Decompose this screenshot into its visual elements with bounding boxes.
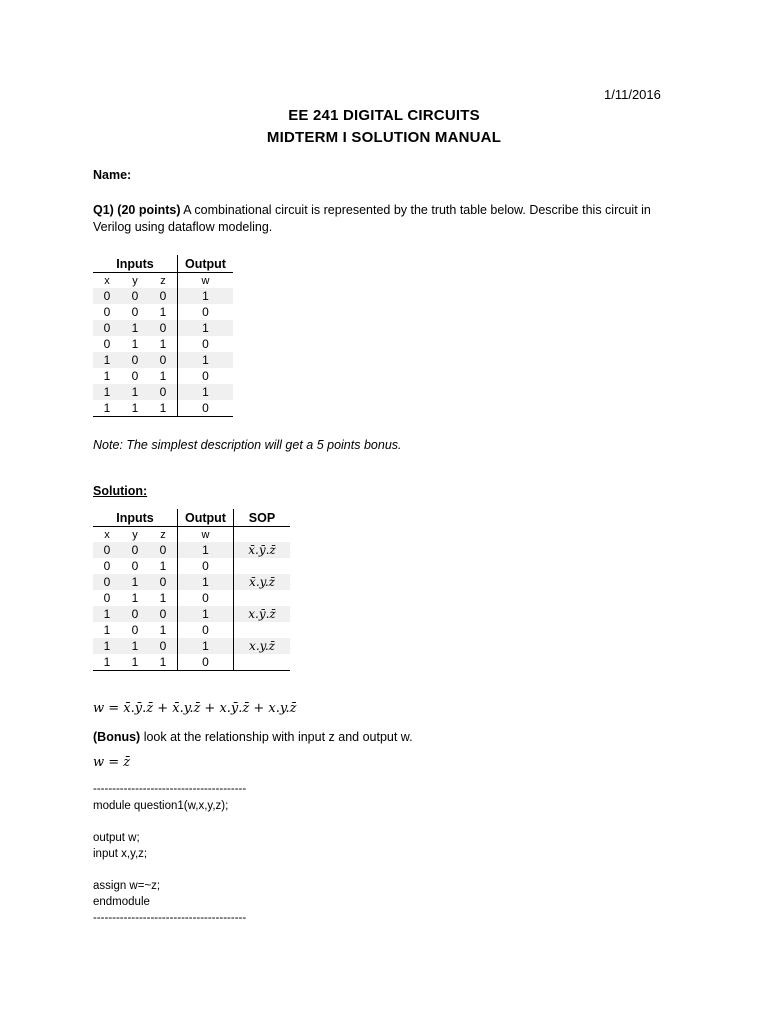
code-output-line: output w;: [93, 832, 140, 844]
bonus-label: (Bonus): [93, 730, 141, 744]
code-separator-top: ----------------------------------------: [93, 783, 247, 795]
input-cell: 1: [93, 384, 121, 400]
code-separator-bottom: ----------------------------------------: [93, 912, 247, 924]
input-cell: 0: [149, 638, 178, 654]
table-row: [93, 542, 290, 558]
col-header-y: y: [121, 527, 149, 543]
table-row: [93, 336, 233, 352]
output-cell: 1: [178, 352, 234, 368]
table-row: [93, 288, 233, 304]
input-cell: 1: [159, 337, 167, 351]
input-cell: 0: [93, 288, 121, 304]
input-cell: 0: [131, 559, 139, 573]
output-cell: 1: [178, 574, 234, 590]
input-cell: 1: [159, 591, 167, 605]
col-header-x: x: [93, 273, 121, 289]
output-cell: 0: [178, 558, 234, 574]
code-end-line: endmodule: [93, 896, 150, 908]
col-header-sop-blank: [234, 527, 291, 543]
input-cell: 0: [149, 574, 178, 590]
output-cell: 1: [178, 320, 234, 336]
table-row: [93, 352, 233, 368]
input-cell: 0: [121, 542, 149, 558]
table-row: [93, 368, 233, 384]
input-cell: 1: [131, 337, 139, 351]
sop-equation: w = x̄.ȳ.z̄ + x̄.y.z̄ + x.ȳ.z̄ + x.y.z̄: [93, 701, 297, 716]
output-cell: 1: [178, 638, 234, 654]
input-cell: 0: [149, 320, 178, 336]
sop-cell: [234, 622, 291, 638]
input-cell: 1: [93, 606, 121, 622]
input-cell: 1: [159, 369, 167, 383]
col-header-w: w: [178, 273, 234, 289]
note: Note: The simplest description will get a 5 points bonus.: [93, 438, 402, 452]
table-row: [93, 320, 233, 336]
sop-cell: [234, 590, 291, 606]
name-label: Name:: [93, 168, 132, 182]
inputs-header: Inputs: [116, 256, 154, 271]
code-input-line: input x,y,z;: [93, 848, 148, 860]
document-title: MIDTERM I SOLUTION MANUAL: [266, 129, 502, 146]
input-cell: 1: [121, 638, 149, 654]
table-row: [93, 400, 233, 417]
table-row: [93, 384, 233, 400]
input-cell: 1: [121, 574, 149, 590]
input-cell: 0: [103, 591, 111, 605]
input-cell: 0: [131, 305, 139, 319]
input-cell: 0: [103, 305, 111, 319]
inputs-header: Inputs: [116, 510, 154, 525]
question-1-text: A combinational circuit is represented by the truth table below. Describe this circuit in Verilog using dataflow modeling.: [93, 203, 651, 234]
input-cell: 0: [149, 606, 178, 622]
input-cell: 1: [149, 654, 178, 671]
col-header-z: z: [149, 527, 178, 543]
input-cell: 0: [93, 574, 121, 590]
input-cell: 0: [93, 320, 121, 336]
output-cell: 1: [178, 542, 234, 558]
input-cell: 1: [159, 559, 167, 573]
input-cell: 1: [159, 305, 167, 319]
input-cell: 0: [131, 623, 139, 637]
output-cell: 0: [178, 304, 234, 320]
sop-cell: x̄.ȳ.z̄: [234, 542, 291, 558]
input-cell: 1: [93, 352, 121, 368]
sop-truth-table: [93, 509, 290, 671]
output-cell: 0: [178, 590, 234, 606]
input-cell: 0: [103, 337, 111, 351]
table-row: [93, 574, 290, 590]
col-header-y: y: [121, 273, 149, 289]
table-row: [93, 638, 290, 654]
output-cell: 0: [178, 368, 234, 384]
input-cell: 0: [121, 288, 149, 304]
output-header: Output: [178, 255, 234, 273]
input-cell: 1: [103, 369, 111, 383]
output-cell: 0: [178, 400, 234, 417]
output-header: Output: [178, 509, 234, 527]
input-cell: 1: [103, 623, 111, 637]
input-cell: 1: [93, 654, 121, 671]
sop-cell: x.y.z̄: [234, 638, 291, 654]
sop-header: SOP: [234, 509, 291, 527]
bonus-body: look at the relationship with input z and output w.: [140, 730, 413, 744]
input-cell: 1: [121, 384, 149, 400]
code-assign-line: assign w=~z;: [93, 880, 161, 892]
input-cell: 0: [121, 606, 149, 622]
col-header-w: w: [178, 527, 234, 543]
col-header-x: x: [93, 527, 121, 543]
input-cell: 1: [121, 654, 149, 671]
input-cell: 0: [121, 352, 149, 368]
input-cell: 1: [93, 400, 121, 417]
table-row: [93, 654, 290, 671]
input-cell: 0: [131, 369, 139, 383]
sop-cell: [234, 654, 291, 671]
question-1-label: Q1) (20 points): [93, 203, 181, 217]
input-cell: 0: [149, 542, 178, 558]
input-cell: 1: [159, 623, 167, 637]
input-cell: 0: [103, 559, 111, 573]
table-row: [93, 590, 290, 606]
table-row: [93, 622, 290, 638]
course-title: EE 241 DIGITAL CIRCUITS: [288, 107, 480, 124]
bonus-equation: w = z̄: [93, 755, 131, 770]
output-cell: 1: [178, 606, 234, 622]
input-cell: 0: [93, 542, 121, 558]
input-cell: 0: [149, 288, 178, 304]
output-cell: 1: [178, 288, 234, 304]
bonus-text: [93, 729, 413, 746]
input-cell: 1: [121, 400, 149, 417]
output-cell: 0: [178, 654, 234, 671]
code-module-line: module question1(w,x,y,z);: [93, 800, 229, 812]
table-row: [93, 304, 233, 320]
sop-cell: x.ȳ.z̄: [234, 606, 291, 622]
output-cell: 0: [178, 622, 234, 638]
sop-cell: [234, 558, 291, 574]
col-header-z: z: [149, 273, 178, 289]
output-cell: 0: [178, 336, 234, 352]
output-cell: 1: [178, 384, 234, 400]
question-1: [93, 202, 683, 236]
table-row: [93, 558, 290, 574]
input-cell: 1: [93, 638, 121, 654]
solution-label: Solution:: [93, 484, 148, 498]
input-cell: 1: [121, 320, 149, 336]
input-cell: 0: [149, 352, 178, 368]
table-row: [93, 606, 290, 622]
input-cell: 0: [149, 384, 178, 400]
input-cell: 1: [149, 400, 178, 417]
date: 1/11/2016: [604, 87, 661, 102]
truth-table: [93, 255, 233, 417]
sop-cell: x̄.y.z̄: [234, 574, 291, 590]
input-cell: 1: [131, 591, 139, 605]
